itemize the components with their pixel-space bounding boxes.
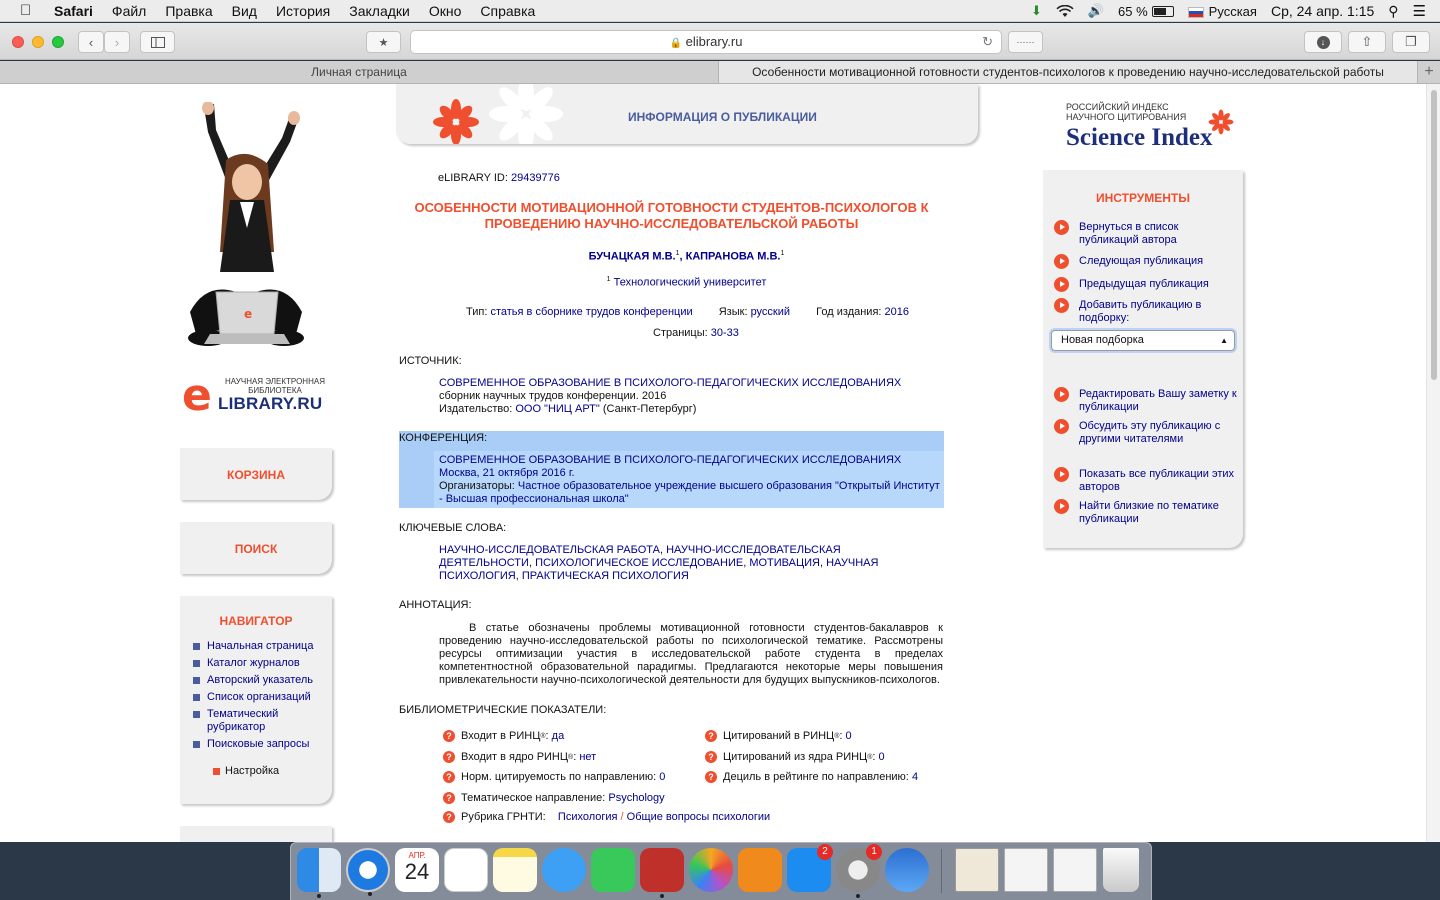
arrow-right-icon <box>1054 467 1069 482</box>
affiliation: $^1$ Технологический университет <box>606 276 767 289</box>
tool-find-similar[interactable]: Найти близкие по тематике публикации <box>1054 500 1239 526</box>
help-icon[interactable]: ? <box>443 811 455 823</box>
tool-previous-publication[interactable]: Предыдущая публикация <box>1054 278 1239 292</box>
help-icon[interactable]: ? <box>443 792 455 804</box>
biblio-citations: ? Цитирований в РИНЦ ® : 0 <box>705 730 852 742</box>
notes-icon[interactable] <box>493 848 537 892</box>
preferences-badge: 1 <box>866 844 882 860</box>
nav-organizations[interactable]: Список организаций <box>193 691 332 704</box>
next-left-panel <box>180 826 332 842</box>
help-icon[interactable]: ? <box>705 730 717 742</box>
menu-app[interactable]: Safari <box>54 2 93 19</box>
publication-title: ОСОБЕННОСТИ МОТИВАЦИОННОЙ ГОТОВНОСТИ СТУДЕНТОВ-ПСИХОЛОГОВ К ПРОВЕДЕНИЮ НАУЧНО-ИССЛЕДОВАТЕЛЬСКОЙ РАБОТЫ <box>414 200 929 231</box>
forward-button[interactable]: › <box>104 31 130 53</box>
battery-percent[interactable]: 65 % <box>1118 3 1148 19</box>
ibooks-icon[interactable] <box>738 848 782 892</box>
keyword-link[interactable]: ПСИХОЛОГИЧЕСКОЕ ИССЛЕДОВАНИЕ <box>535 557 744 569</box>
affiliation-link[interactable]: Технологический университет <box>613 276 767 289</box>
biblio-rinc-in: ? Входит в РИНЦ ® : да <box>443 730 564 742</box>
tool-edit-note[interactable]: Редактировать Вашу заметку к публикации <box>1054 388 1239 414</box>
tool-discuss[interactable]: Обсудить эту публикацию с другими читателями <box>1054 420 1239 446</box>
collection-select[interactable]: Новая подборка ▲ <box>1051 330 1235 351</box>
arrow-right-icon <box>1054 419 1069 434</box>
svg-text:e: e <box>244 307 253 321</box>
tool-show-author-publications[interactable]: Показать все публикации этих авторов <box>1054 468 1239 494</box>
help-icon[interactable]: ? <box>443 751 455 763</box>
logo-letter-e: e <box>182 370 212 421</box>
menu-edit[interactable]: Правка <box>165 2 213 19</box>
biblio-norm: ? Норм. цитируемость по направлению: 0 <box>443 771 665 783</box>
help-icon[interactable]: ? <box>705 751 717 763</box>
bookmarks-button[interactable]: ★ <box>366 31 401 53</box>
pages-value: 30-33 <box>710 327 739 339</box>
close-window-button[interactable] <box>12 36 24 48</box>
author-link[interactable]: БУЧАЦКАЯ М.В. <box>588 250 676 263</box>
wifi-icon[interactable] <box>1056 5 1074 18</box>
keyword-link[interactable]: ПРАКТИЧЕСКАЯ ПСИХОЛОГИЯ <box>521 570 689 582</box>
app-store-badge: 2 <box>817 844 833 860</box>
lock-icon: 🔒 <box>669 38 682 49</box>
top-sites-button[interactable]: ⋯⋯ <box>1008 31 1043 53</box>
authors: БУЧАЦКАЯ М.В.$^1$, КАПРАНОВА М.В.$^1$ <box>588 250 785 263</box>
scrollbar-thumb[interactable] <box>1431 90 1437 380</box>
science-index-logo[interactable]: РОССИЙСКИЙ ИНДЕКС НАУЧНОГО ЦИТИРОВАНИЯ Science Index <box>1066 102 1246 152</box>
dock <box>290 842 1152 900</box>
back-button[interactable]: ‹ <box>78 31 104 53</box>
elibrary-id: eLIBRARY ID: 29439776 <box>438 172 560 184</box>
minimized-window-icon[interactable] <box>1053 848 1097 892</box>
menu-bookmarks[interactable]: Закладки <box>349 2 410 19</box>
notification-center-icon[interactable]: ☰ <box>1412 3 1426 20</box>
menu-bar <box>0 0 1440 22</box>
arrow-right-icon <box>1054 254 1069 269</box>
keyword-link[interactable]: НАУЧНО-ИССЛЕДОВАТЕЛЬСКАЯ ДЕЯТЕЛЬНОСТИ <box>439 544 841 569</box>
author-link[interactable]: КАПРАНОВА М.В. <box>685 250 781 263</box>
volume-icon[interactable]: 🔊 <box>1087 3 1105 18</box>
menu-view[interactable]: Вид <box>231 2 257 19</box>
woman-with-laptop-illustration <box>186 102 306 352</box>
source-publisher: Издательство: ООО "НИЦ АРТ" (Санкт-Петербург) <box>439 403 697 415</box>
russian-flag-icon <box>1188 7 1204 18</box>
tab-bar <box>0 61 1440 84</box>
downloads-button[interactable] <box>1304 31 1342 53</box>
search-button[interactable]: ПОИСК <box>180 522 332 574</box>
year-value: 2016 <box>884 306 910 318</box>
photo-booth-icon[interactable] <box>640 848 684 892</box>
web-page <box>0 84 1440 842</box>
apple-menu-icon[interactable] <box>20 2 40 19</box>
nav-rubricator[interactable]: Тематический рубрикатор <box>193 708 332 734</box>
source-heading: ИСТОЧНИК: <box>399 355 462 367</box>
annotation-text: В статье обозначены проблемы мотивационной готовности студентов-бакалавров к проведению научно-исследовательской работы по психологической тематике. Рассмотрены ресурсы оптимизации участия в исследовательской работе студента в пределах компетентностной образовательной парадигмы. Предлагаются некоторые меры повышения привлекательности научно-психологической деятельности для будущих выпускников-психологов. <box>439 622 943 686</box>
photos-icon[interactable] <box>689 848 733 892</box>
keywords-list: НАУЧНО-ИССЛЕДОВАТЕЛЬСКАЯ РАБОТА, НАУЧНО-ИССЛЕДОВАТЕЛЬСКАЯ ДЕЯТЕЛЬНОСТИ, ПСИХОЛОГИЧЕСКОЕ ИССЛЕДОВАНИЕ, МОТИВАЦИЯ, НАУЧНАЯ ПСИХОЛОГИЯ, ПРАКТИЧЕСКАЯ ПСИХОЛОГИЯ <box>439 544 879 582</box>
zoom-window-button[interactable] <box>52 36 64 48</box>
tools-heading: ИНСТРУМЕНТЫ <box>1095 191 1191 205</box>
grnti-link[interactable]: Общие вопросы психологии <box>626 811 771 823</box>
menu-window[interactable]: Окно <box>428 2 462 19</box>
clock[interactable]: Ср, 24 апр. 1:15 <box>1270 3 1375 19</box>
download-status-icon[interactable]: ⬇ <box>1030 3 1042 18</box>
tool-add-to-collection[interactable]: Добавить публикацию в подборку: <box>1054 299 1239 325</box>
show-tabs-button[interactable]: ❐ <box>1392 31 1430 53</box>
keyword-link[interactable]: НАУЧНАЯ ПСИХОЛОГИЯ <box>439 557 879 582</box>
navigator-panel <box>180 596 332 804</box>
asterisk-decoration-icon <box>416 84 586 144</box>
tool-next-publication[interactable]: Следующая публикация <box>1054 255 1239 269</box>
new-tab-button[interactable]: + <box>1424 63 1434 80</box>
elibrary-logo[interactable] <box>182 370 332 421</box>
reminders-icon[interactable] <box>444 848 488 892</box>
nav-home[interactable]: Начальная страница <box>193 640 332 653</box>
arrow-right-icon <box>1054 387 1069 402</box>
document-thumbnail-icon[interactable] <box>955 848 999 892</box>
type-value: статья в сборнике трудов конференции <box>490 306 693 318</box>
logo-name: LIBRARY.RU <box>218 394 323 413</box>
download-icon: ↓ <box>1317 36 1330 49</box>
info-banner <box>396 84 978 144</box>
nav-authors[interactable]: Авторский указатель <box>193 674 332 687</box>
keyword-link[interactable]: НАУЧНО-ИССЛЕДОВАТЕЛЬСКАЯ РАБОТА <box>439 544 660 556</box>
conference-block <box>439 454 944 506</box>
tool-back-to-author-list[interactable]: Вернуться в список публикаций автора <box>1054 221 1239 247</box>
biblio-grnti: ? Рубрика ГРНТИ: Психология / Общие вопросы психологии <box>443 811 770 823</box>
tab-publication[interactable]: Особенности мотивационной готовности студентов-психологов к проведению научно-исследовательской работы <box>719 61 1418 83</box>
arrow-right-icon <box>1054 499 1069 514</box>
nav-settings[interactable]: Настройка <box>180 765 332 777</box>
nav-journals[interactable]: Каталог журналов <box>193 657 332 670</box>
finder-icon[interactable] <box>297 848 341 892</box>
sidebar-toggle-button[interactable] <box>140 31 175 53</box>
share-button[interactable]: ⇧ <box>1348 31 1386 53</box>
biblio-decile: ? Дециль в рейтинге по направлению: 4 <box>705 771 918 783</box>
arrow-right-icon <box>1054 220 1069 235</box>
biblio-heading: БИБЛИОМЕТРИЧЕСКИЕ ПОКАЗАТЕЛИ: <box>399 704 607 716</box>
sidebar-icon <box>151 37 165 48</box>
organizer-link[interactable]: Частное образовательное учреждение высшего образования "Открытый Институт - Высшая профессиональная школа" <box>439 480 940 505</box>
grnti-link[interactable]: Психология <box>557 811 618 823</box>
battery-icon[interactable] <box>1152 6 1174 17</box>
source-desc: сборник научных трудов конференции. 2016 <box>439 390 667 402</box>
source-title-link[interactable]: СОВРЕМЕННОЕ ОБРАЗОВАНИЕ В ПСИХОЛОГО-ПЕДАГОГИЧЕСКИХ ИССЛЕДОВАНИЯХ <box>439 377 902 389</box>
arrow-right-icon <box>1054 298 1069 313</box>
input-source[interactable]: Русская <box>1188 4 1257 19</box>
tab-personal-page[interactable]: Личная страница <box>0 61 719 83</box>
trash-icon[interactable] <box>1103 848 1139 892</box>
page-scrollbar[interactable] <box>1426 84 1440 842</box>
conference-place-date: Москва, 21 октября 2016 г. <box>439 467 575 479</box>
menu-history[interactable]: История <box>275 2 331 19</box>
system-preferences-icon[interactable] <box>836 848 880 892</box>
facetime-icon[interactable] <box>591 848 635 892</box>
keywords-heading: КЛЮЧЕВЫЕ СЛОВА: <box>399 522 507 534</box>
arrow-right-icon <box>1054 277 1069 292</box>
cart-button[interactable]: КОРЗИНА <box>180 448 332 500</box>
menu-help[interactable]: Справка <box>480 2 536 19</box>
messages-icon[interactable] <box>542 848 586 892</box>
spotlight-icon[interactable]: ⚲ <box>1388 2 1399 19</box>
conference-organizers: Организаторы: Частное образовательное учреждение высшего образования "Открытый Институт - Высшая профессиональная школа" <box>439 480 940 505</box>
publication-meta: Тип: статья в сборнике трудов конференции Язык: русский Год издания: 2016 <box>466 306 910 318</box>
publisher-link[interactable]: ООО "НИЦ АРТ" <box>515 403 600 415</box>
browser-toolbar <box>0 23 1440 60</box>
minimize-window-button[interactable] <box>32 36 44 48</box>
reload-icon[interactable]: ↻ <box>982 34 993 49</box>
select-arrows-icon: ▲ <box>1220 336 1228 345</box>
calendar-icon[interactable]: АПР. 24 <box>395 848 439 892</box>
app-store-icon[interactable] <box>787 848 831 892</box>
url-text: elibrary.ru <box>685 34 743 49</box>
language-value: русский <box>750 306 791 318</box>
help-icon[interactable]: ? <box>443 771 455 783</box>
help-icon[interactable]: ? <box>443 730 455 742</box>
asterisk-icon <box>1208 109 1234 135</box>
biblio-theme: ? Тематическое направление: Psychology <box>443 792 665 804</box>
menu-file[interactable]: Файл <box>111 2 147 19</box>
safari-icon[interactable] <box>346 848 390 892</box>
address-bar[interactable] <box>410 30 1002 54</box>
window-controls <box>12 36 72 48</box>
pages: Страницы: 30-33 <box>653 327 739 339</box>
nav-search-queries[interactable]: Поисковые запросы <box>193 738 332 751</box>
source-block <box>439 377 944 416</box>
conference-title-link[interactable]: СОВРЕМЕННОЕ ОБРАЗОВАНИЕ В ПСИХОЛОГО-ПЕДАГОГИЧЕСКИХ ИССЛЕДОВАНИЯХ <box>439 454 902 466</box>
help-icon[interactable]: ? <box>705 771 717 783</box>
wings-app-icon[interactable] <box>885 848 929 892</box>
elibrary-id-value[interactable]: 29439776 <box>510 172 560 184</box>
minimized-window-icon[interactable] <box>1004 848 1048 892</box>
conference-heading: КОНФЕРЕНЦИЯ: <box>399 432 488 444</box>
biblio-citations-core: ? Цитирований из ядра РИНЦ ® : 0 <box>705 751 885 763</box>
banner-title: ИНФОРМАЦИЯ О ПУБЛИКАЦИИ <box>628 110 817 124</box>
dock-separator <box>941 849 942 893</box>
annotation-heading: АННОТАЦИЯ: <box>399 599 472 611</box>
keyword-link[interactable]: МОТИВАЦИЯ <box>749 557 820 569</box>
biblio-rinc-core: ? Входит в ядро РИНЦ ® : нет <box>443 751 596 763</box>
logo-subtitle: НАУЧНАЯ ЭЛЕКТРОННАЯ БИБЛИОТЕКА <box>225 377 325 395</box>
navigator-title: НАВИГАТОР <box>219 614 293 628</box>
